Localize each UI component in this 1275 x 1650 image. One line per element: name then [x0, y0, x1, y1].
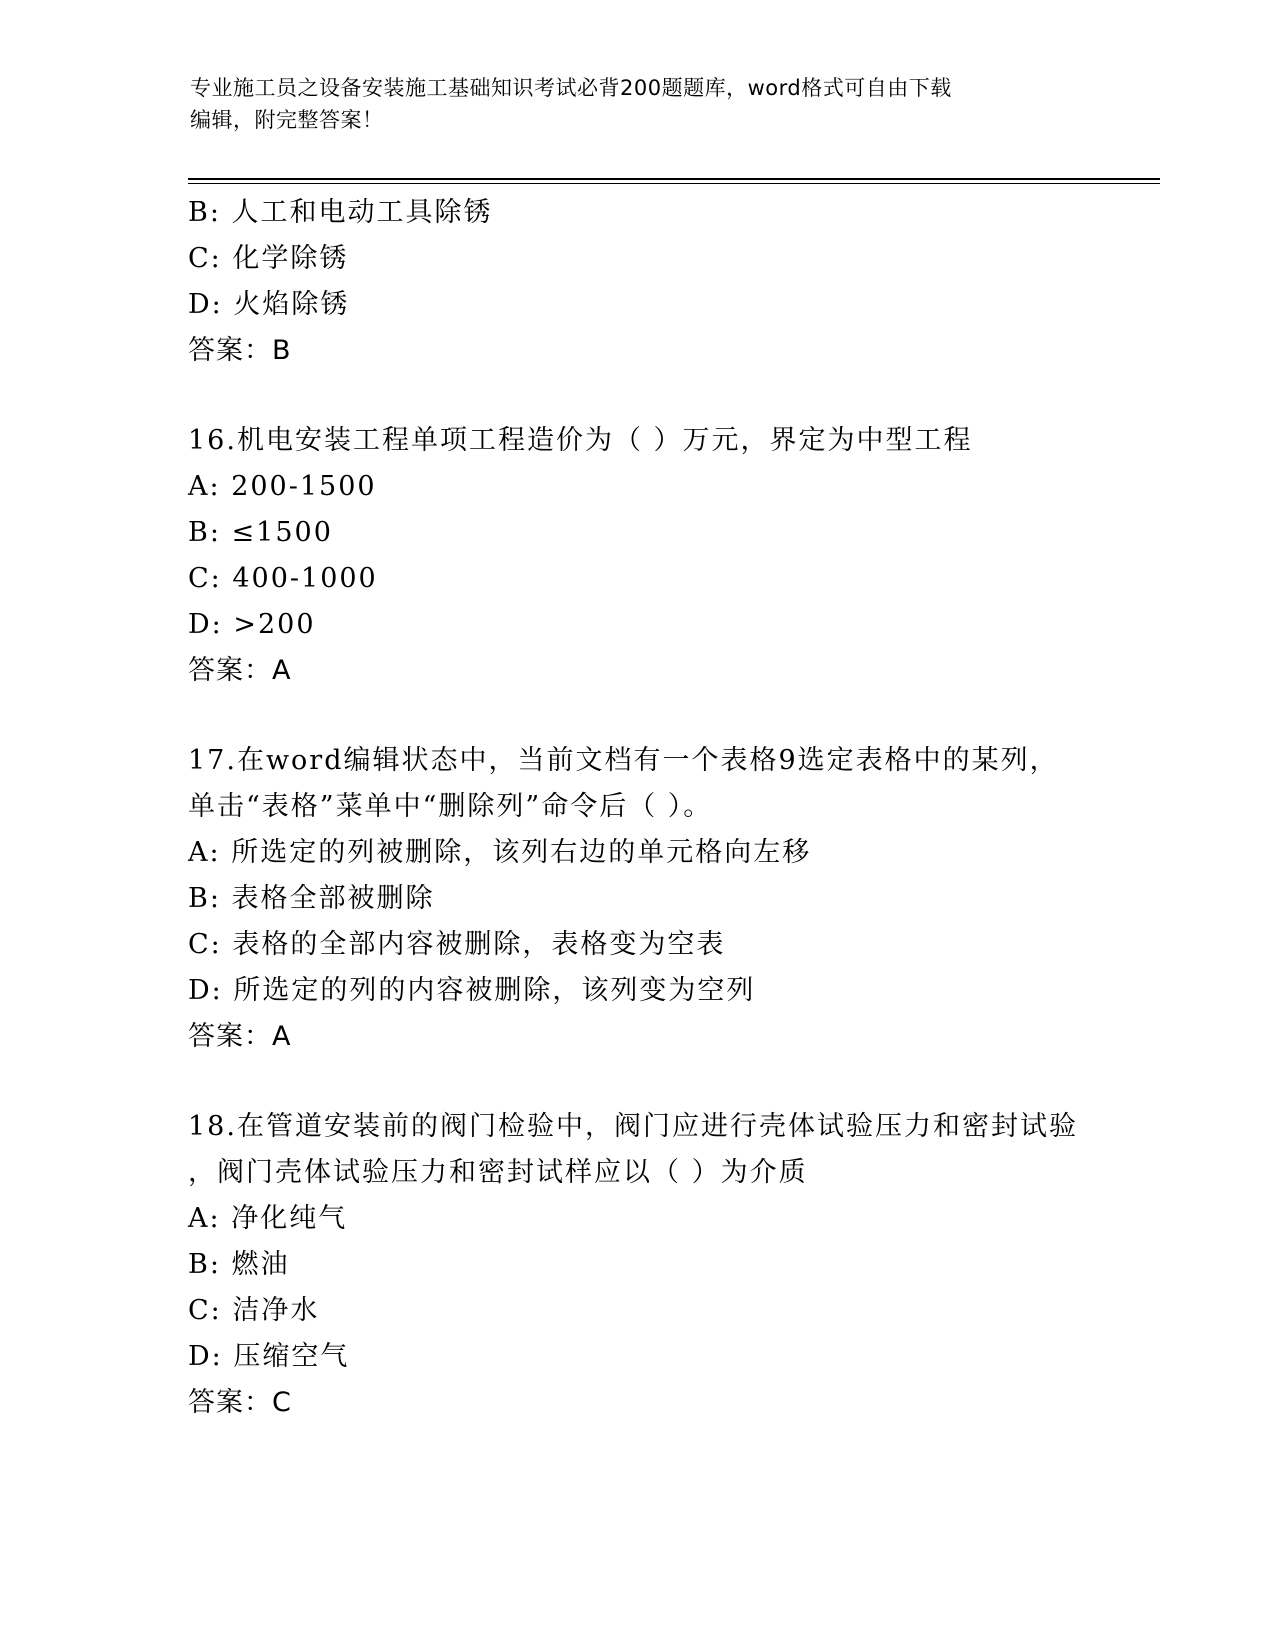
- option-text: 所选定的列的内容被删除，该列变为空列: [233, 975, 756, 1006]
- option-b: [188, 190, 1088, 236]
- option-letter: C:: [188, 243, 222, 274]
- option-d: [188, 602, 1088, 648]
- answer-line: 答案：A: [188, 1021, 292, 1052]
- header-title-line-2: 编辑，附完整答案！: [190, 108, 384, 132]
- option-c: [188, 922, 1088, 968]
- option-letter: A:: [188, 837, 221, 868]
- header-divider-thin: [188, 183, 1160, 184]
- answer-line: 答案：A: [188, 655, 292, 686]
- option-d: [188, 968, 1088, 1014]
- option-letter: D:: [188, 289, 223, 320]
- option-b: [188, 1242, 1088, 1288]
- option-b: [188, 876, 1088, 922]
- question-text: 16.机电安装工程单项工程造价为（ ）万元，界定为中型工程: [188, 425, 973, 456]
- option-d: [188, 282, 1088, 328]
- option-a: [188, 464, 1088, 510]
- option-letter: D:: [188, 1341, 223, 1372]
- option-b: [188, 510, 1088, 556]
- option-text: 洁净水: [232, 1295, 320, 1326]
- option-text: 人工和电动工具除锈: [231, 197, 493, 228]
- option-text: 所选定的列被删除，该列右边的单元格向左移: [231, 837, 812, 868]
- option-c: [188, 556, 1088, 602]
- option-a: [188, 830, 1088, 876]
- question-18: [188, 1104, 1088, 1426]
- option-a: [188, 1196, 1088, 1242]
- option-c: [188, 236, 1088, 282]
- option-d: [188, 1334, 1088, 1380]
- question-17: [188, 738, 1088, 1060]
- option-c: [188, 1288, 1088, 1334]
- option-text: 燃油: [231, 1249, 290, 1280]
- header-divider-thick: [188, 178, 1160, 180]
- option-letter: B:: [188, 1249, 221, 1280]
- option-text: 表格全部被删除: [231, 883, 435, 914]
- option-letter: A:: [188, 471, 221, 502]
- header-title-line-1: 专业施工员之设备安装施工基础知识考试必背200题题库，word格式可自由下载: [190, 76, 952, 100]
- option-text: 火焰除锈: [233, 289, 350, 320]
- option-text: 200-1500: [231, 471, 377, 502]
- document-header: [190, 72, 1090, 136]
- option-text: 表格的全部内容被删除，表格变为空表: [232, 929, 726, 960]
- question-text-line-1: 18.在管道安装前的阀门检验中，阀门应进行壳体试验压力和密封试验: [188, 1111, 1078, 1142]
- option-letter: C:: [188, 1295, 222, 1326]
- option-text: 压缩空气: [233, 1341, 350, 1372]
- question-15-tail: [188, 190, 1088, 374]
- option-text: 400-1000: [232, 563, 378, 594]
- question-text-line-1: 17.在word编辑状态中，当前文档有一个表格9选定表格中的某列，: [188, 745, 1059, 776]
- option-letter: D:: [188, 975, 223, 1006]
- option-text: ≤1500: [231, 517, 333, 548]
- question-16: [188, 418, 1088, 694]
- option-letter: B:: [188, 197, 221, 228]
- option-letter: B:: [188, 883, 221, 914]
- answer-line: 答案：B: [188, 335, 292, 366]
- option-text: >200: [233, 609, 316, 640]
- question-text-line-2: 单击“表格”菜单中“删除列”命令后（ ）。: [188, 791, 713, 822]
- option-text: 化学除锈: [232, 243, 349, 274]
- option-text: 净化纯气: [231, 1203, 348, 1234]
- option-letter: D:: [188, 609, 223, 640]
- document-body: [188, 190, 1088, 1426]
- option-letter: A:: [188, 1203, 221, 1234]
- answer-line: 答案：C: [188, 1387, 292, 1418]
- option-letter: C:: [188, 563, 222, 594]
- question-text-line-2: ，阀门壳体试验压力和密封试样应以（ ）为介质: [188, 1157, 808, 1188]
- option-letter: C:: [188, 929, 222, 960]
- option-letter: B:: [188, 517, 221, 548]
